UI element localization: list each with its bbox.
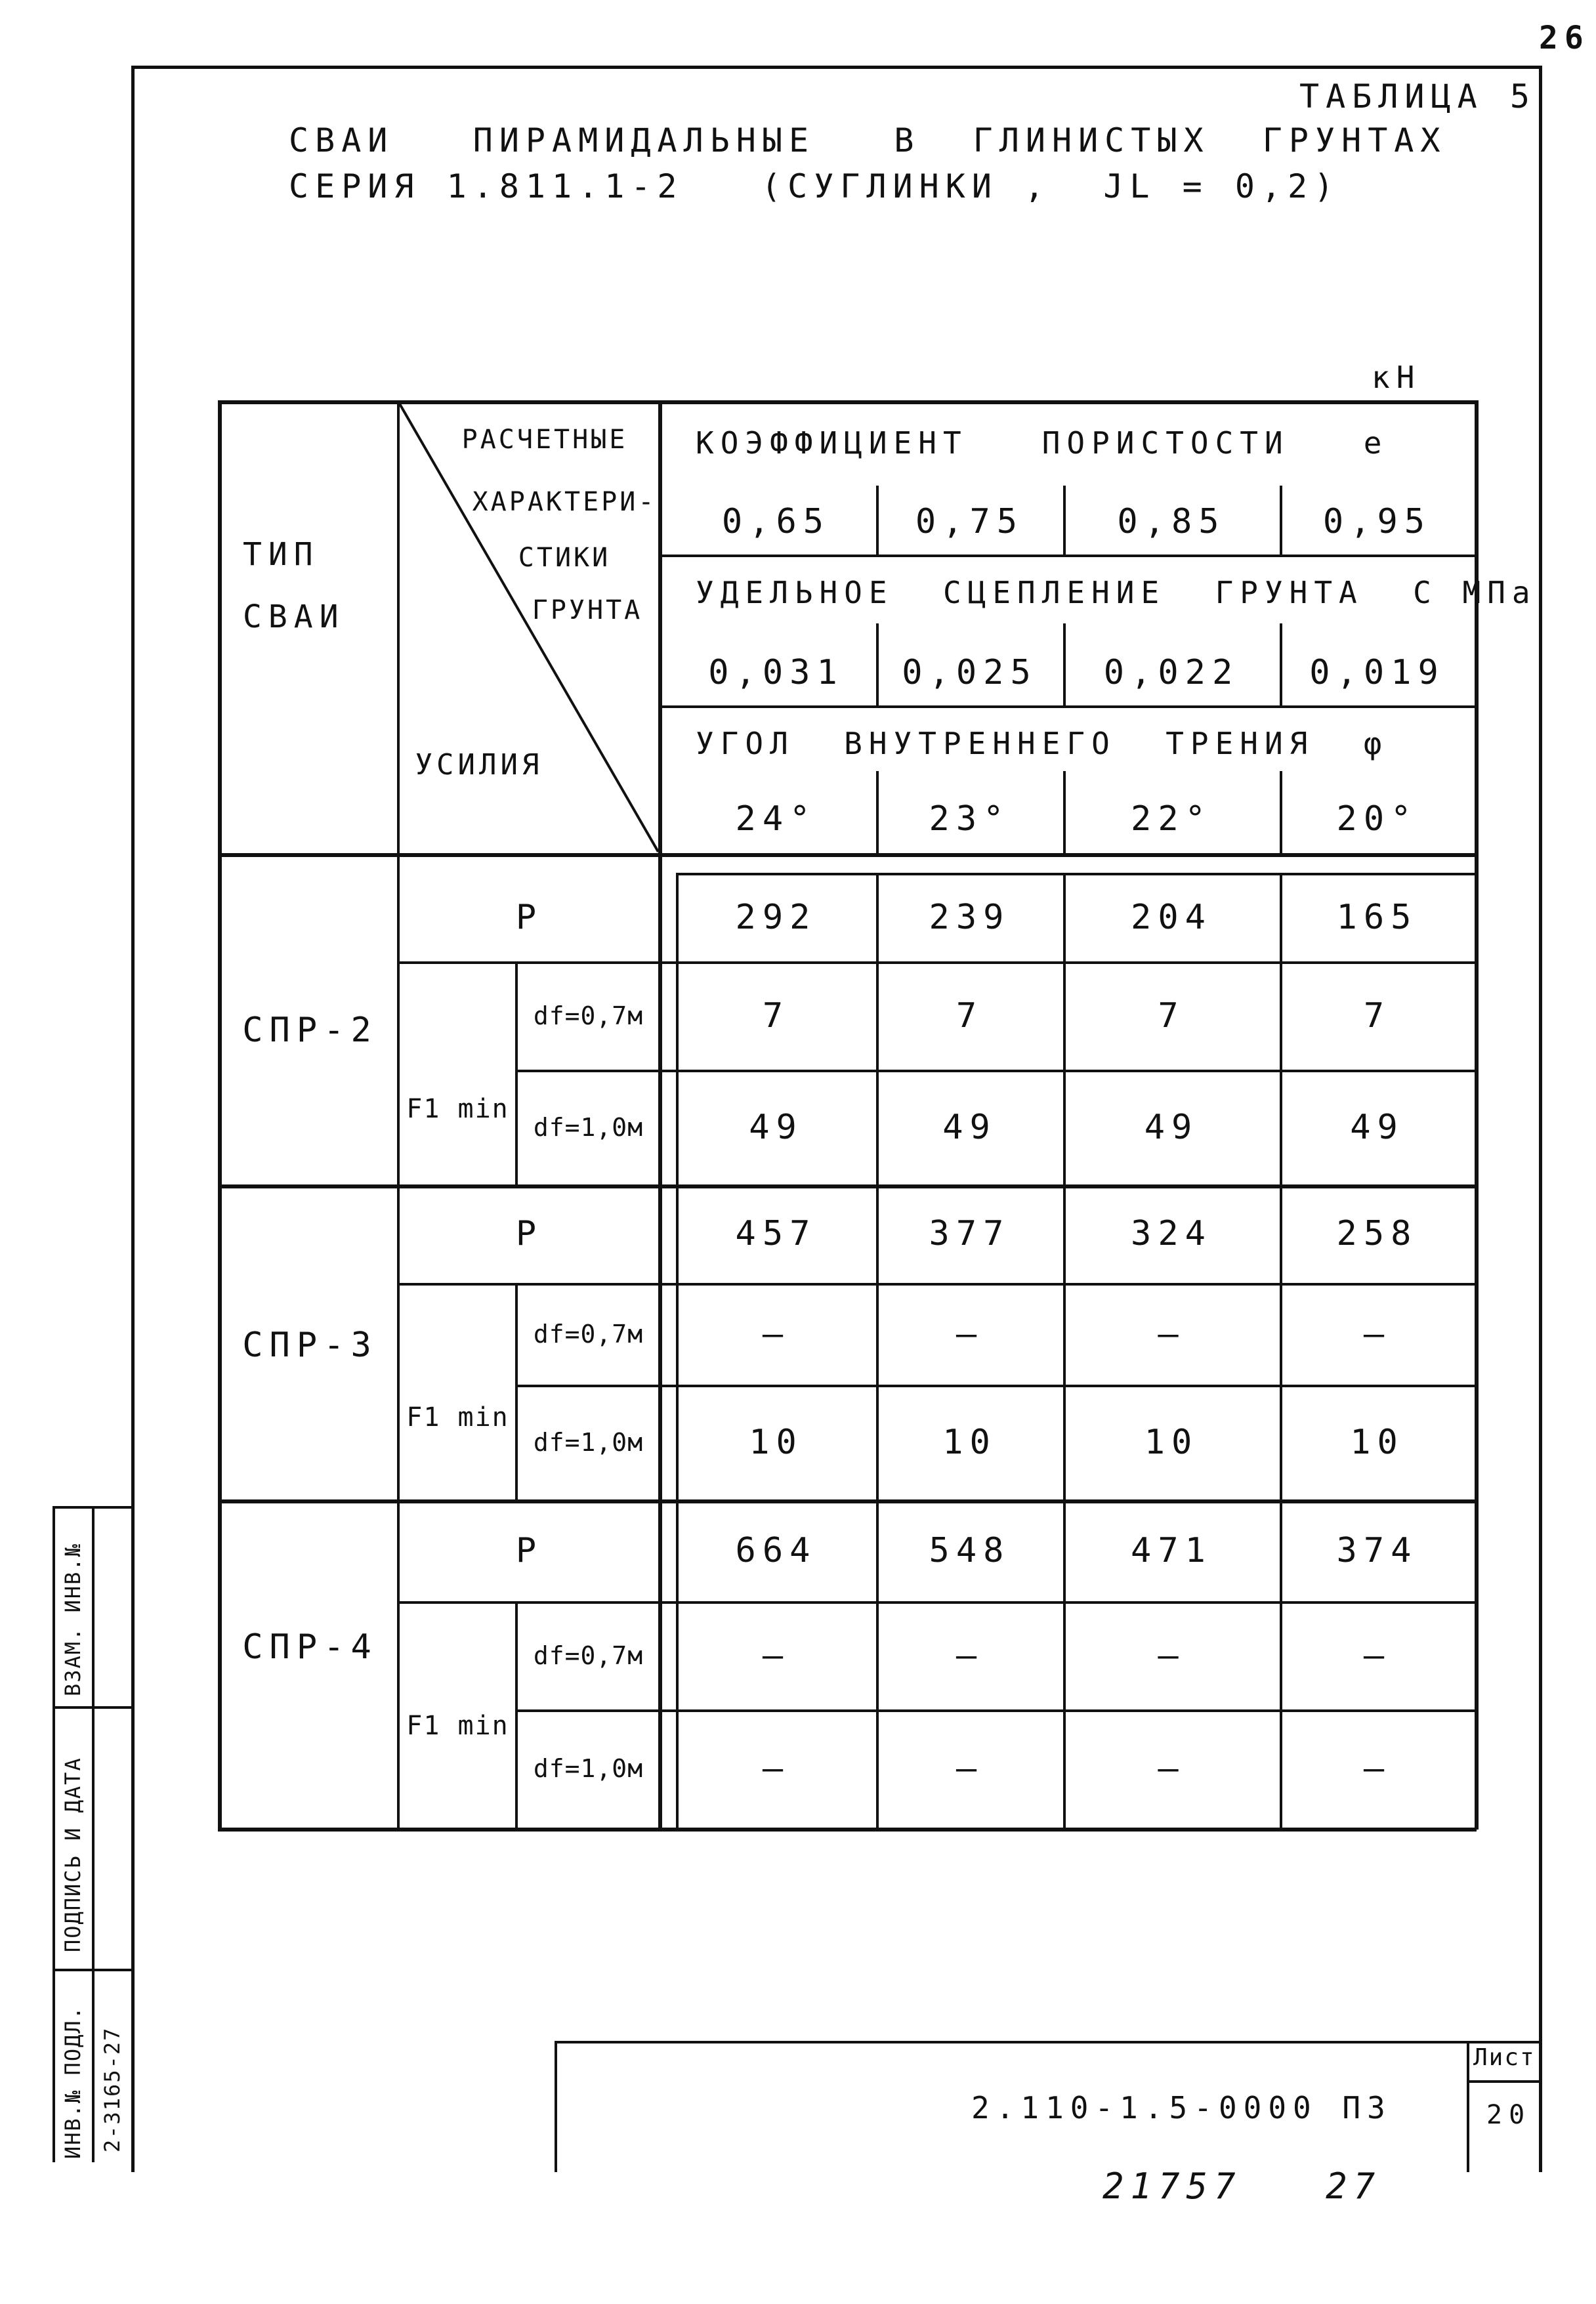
cohesion-value-3: 0,022: [1103, 653, 1240, 692]
value-cell: —: [1363, 1314, 1391, 1354]
value-cell: —: [1158, 1635, 1185, 1675]
df-07-label: df=0,7м: [533, 1319, 644, 1349]
f1min-label: F1 min: [406, 1402, 509, 1433]
value-cell: 49: [1144, 1107, 1199, 1147]
value-cell: 239: [929, 897, 1011, 937]
value-cell: —: [956, 1635, 984, 1675]
stamp-field-inv: ИНВ.№ ПОДЛ.: [60, 2005, 85, 2159]
stamp-field-replace: ВЗАМ. ИНВ.№: [60, 1543, 85, 1696]
unit-label: кН: [1372, 360, 1421, 395]
value-cell: —: [1158, 1314, 1185, 1354]
group-name-spr4: СПР-4: [242, 1627, 378, 1667]
value-cell: 10: [942, 1422, 997, 1462]
value-cell: 49: [942, 1107, 997, 1147]
sheet-label: Лист: [1473, 2044, 1536, 2071]
value-cell: —: [1363, 1635, 1391, 1675]
title-line2-right: (СУГЛИНКИ , JL = 0,2): [761, 167, 1341, 205]
table-label: ТАБЛИЦА 5: [1299, 77, 1536, 115]
diag-header-4: ГРУНТА: [532, 595, 643, 625]
friction-label: УГОЛ ВНУТРЕННЕГО ТРЕНИЯ φ: [696, 725, 1389, 761]
cohesion-value-1: 0,031: [708, 653, 844, 692]
df-10-label: df=1,0м: [533, 1427, 644, 1457]
porosity-value-4: 0,95: [1322, 502, 1432, 541]
friction-value-3: 22°: [1131, 799, 1212, 839]
friction-value-2: 23°: [929, 799, 1011, 839]
value-cell: —: [762, 1314, 790, 1354]
diag-header-3: СТИКИ: [518, 543, 611, 573]
value-cell: 10: [749, 1422, 803, 1462]
title-line2-left: СЕРИЯ 1.811.1-2: [289, 167, 684, 205]
diag-header-1: РАСЧЕТНЫЕ: [461, 425, 628, 455]
p-label: P: [515, 897, 543, 937]
title-line1: СВАИ ПИРАМИДАЛЬНЫЕ В ГЛИНИСТЫХ ГРУНТАХ: [289, 121, 1447, 159]
group-name-spr3: СПР-3: [242, 1326, 378, 1365]
diag-header-2: ХАРАКТЕРИ-: [472, 487, 657, 517]
porosity-value-1: 0,65: [721, 502, 831, 541]
doc-code: 2.110-1.5-0000 ПЗ: [971, 2090, 1392, 2126]
value-cell: 377: [929, 1214, 1011, 1253]
p-label: P: [515, 1214, 543, 1253]
value-cell: 324: [1131, 1214, 1212, 1253]
df-10-label: df=1,0м: [533, 1754, 644, 1783]
df-10-label: df=1,0м: [533, 1112, 644, 1142]
stamp-field-signature: ПОДПИСЬ И ДАТА: [60, 1757, 85, 1952]
value-cell: —: [762, 1749, 790, 1788]
cohesion-value-2: 0,025: [902, 653, 1038, 692]
stamp-field-inv-value: 2-3165-27: [100, 2026, 125, 2152]
value-cell: —: [1363, 1749, 1391, 1788]
value-cell: 292: [735, 897, 817, 937]
value-cell: —: [956, 1314, 984, 1354]
df-07-label: df=0,7м: [533, 1641, 644, 1670]
value-cell: 548: [929, 1530, 1011, 1570]
page-number: 26: [1539, 20, 1590, 56]
value-cell: 7: [956, 995, 984, 1036]
pile-type-header-2: СВАИ: [243, 598, 345, 635]
group-name-spr2: СПР-2: [242, 1011, 378, 1050]
value-cell: 10: [1144, 1422, 1199, 1462]
value-cell: —: [956, 1749, 984, 1788]
friction-value-1: 24°: [735, 799, 817, 839]
cohesion-label: УДЕЛЬНОЕ СЦЕПЛЕНИЕ ГРУНТА С МПа: [696, 574, 1537, 610]
value-cell: —: [1158, 1749, 1185, 1788]
value-cell: 49: [749, 1107, 803, 1147]
bottom-number: 21757 27: [1102, 2166, 1382, 2207]
value-cell: 165: [1336, 897, 1418, 937]
value-cell: 258: [1336, 1214, 1418, 1253]
value-cell: 471: [1131, 1530, 1212, 1570]
value-cell: 457: [735, 1214, 817, 1253]
pile-type-header-1: ТИП: [243, 536, 320, 573]
value-cell: 7: [1158, 995, 1185, 1036]
porosity-value-3: 0,85: [1117, 502, 1226, 541]
f1min-label: F1 min: [406, 1711, 509, 1741]
value-cell: —: [762, 1635, 790, 1675]
value-cell: 374: [1336, 1530, 1418, 1570]
value-cell: 7: [762, 995, 790, 1036]
value-cell: 204: [1131, 897, 1212, 937]
friction-value-4: 20°: [1336, 799, 1418, 839]
sheet-number: 20: [1486, 2100, 1532, 2130]
diag-header-bottom: УСИЛИЯ: [415, 747, 543, 782]
porosity-label: КОЭФФИЦИЕНТ ПОРИСТОСТИ e: [696, 425, 1389, 461]
value-cell: 49: [1350, 1107, 1404, 1147]
f1min-label: F1 min: [406, 1094, 509, 1124]
porosity-value-2: 0,75: [915, 502, 1024, 541]
value-cell: 664: [735, 1530, 817, 1570]
df-07-label: df=0,7м: [533, 1001, 644, 1030]
cohesion-value-4: 0,019: [1309, 653, 1445, 692]
value-cell: 10: [1350, 1422, 1404, 1462]
value-cell: 7: [1363, 995, 1391, 1036]
p-label: P: [515, 1530, 543, 1570]
